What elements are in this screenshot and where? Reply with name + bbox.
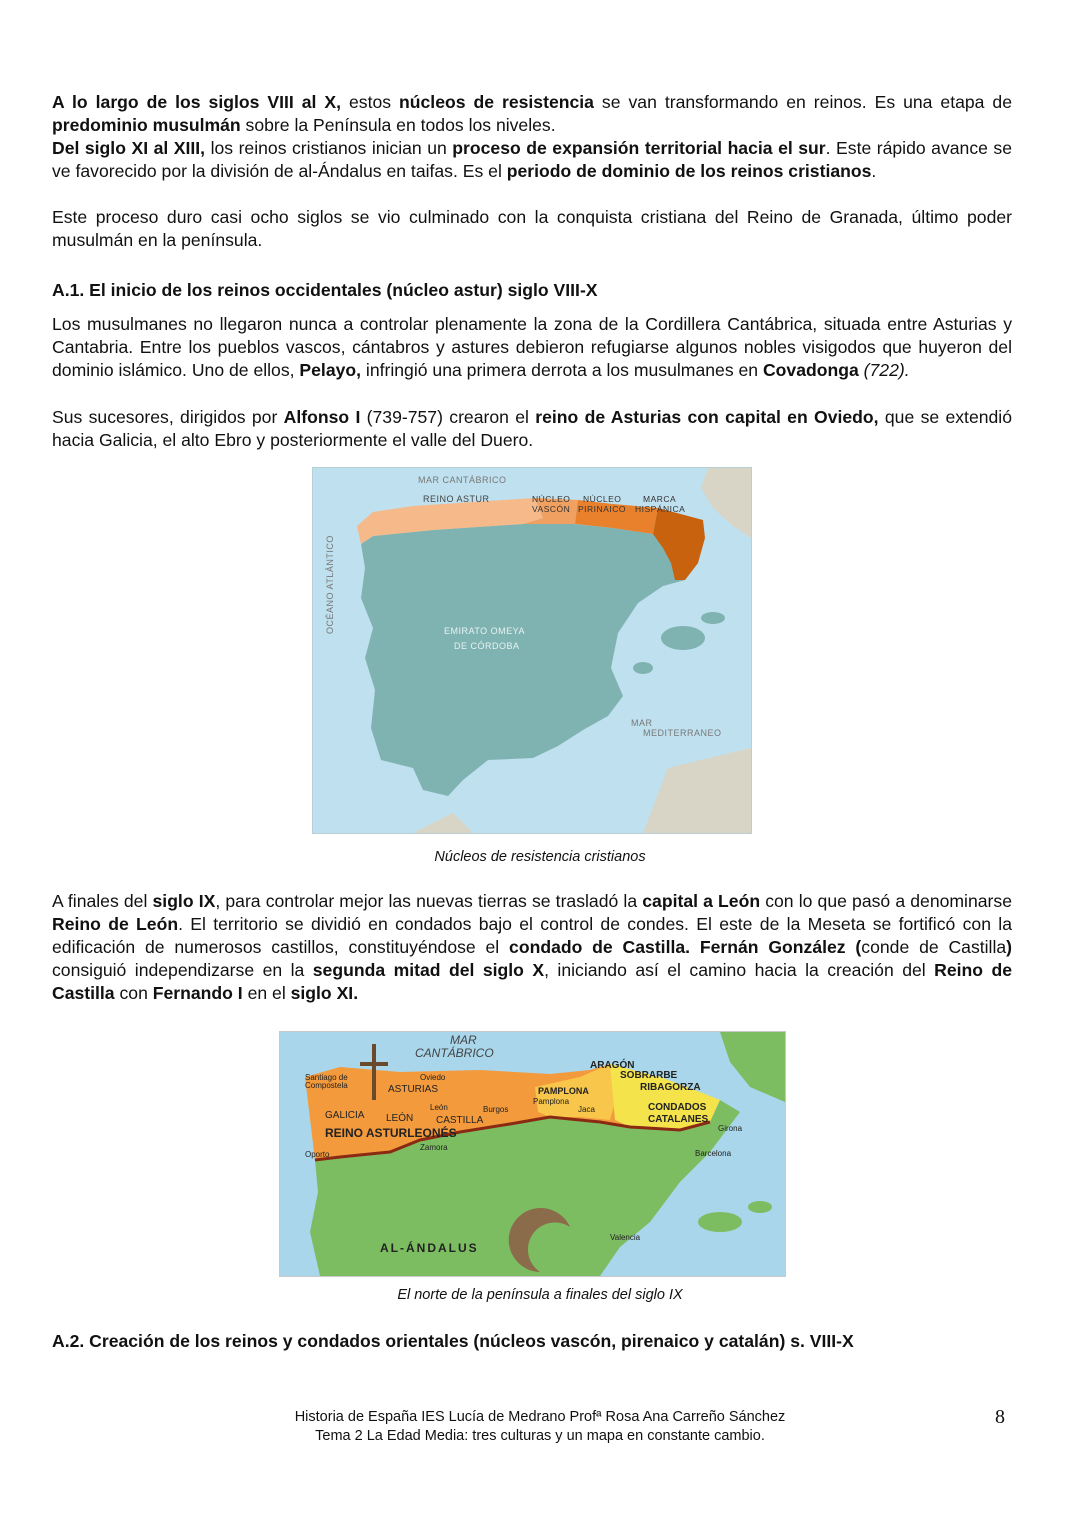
label-mar-med-2: MEDITERRANEO — [643, 728, 722, 738]
text-run: estos — [341, 92, 400, 112]
label-oporto: Oporto — [305, 1150, 330, 1159]
text-run — [690, 937, 700, 957]
text-run: con lo que pasó a denominarse — [760, 891, 1012, 911]
label-castilla: CASTILLA — [436, 1115, 484, 1126]
label-burgos: Burgos — [483, 1105, 509, 1114]
intro-paragraph-2 — [52, 137, 1012, 183]
label-leon: LEÓN — [386, 1113, 414, 1124]
text-run: ) — [1006, 937, 1013, 957]
section-a1-paragraph-2 — [52, 406, 1012, 452]
text-run: (739-757) crearon el — [360, 407, 536, 427]
label-nucleo-vascon-2: VASCÓN — [532, 504, 571, 514]
label-galicia: GALICIA — [325, 1110, 365, 1121]
text-run: . El territorio se dividió en condados bajo el control de condes. El este de la Meseta se fortificó con la edificación de numerosos castillos, constituyéndose el — [52, 914, 1012, 957]
text-run: predominio musulmán — [52, 115, 241, 135]
label-zamora: Zamora — [420, 1143, 448, 1152]
label-leon-city: León — [430, 1103, 448, 1112]
victory-cross-icon — [372, 1044, 376, 1100]
label-pamplona-city: Pamplona — [533, 1097, 570, 1106]
label-nucleo-pirinaico-2: PIRINAICO — [578, 504, 626, 514]
label-asturias: ASTURIAS — [388, 1084, 439, 1095]
text-run: , iniciando así el camino hacia la creación del — [544, 960, 935, 980]
label-condados-1: CONDADOS — [648, 1102, 707, 1113]
text-run: núcleos de resistencia — [399, 92, 594, 112]
intro-paragraph-1 — [52, 91, 1012, 137]
label-mar-med-1: MAR — [631, 718, 653, 728]
label-valencia: Valencia — [610, 1233, 641, 1242]
label-marca-2: HISPÁNICA — [635, 504, 686, 514]
menorca-island — [701, 612, 725, 624]
text-run: proceso de expansión territorial hacia el sur — [452, 138, 826, 158]
text-run: condado de Castilla. — [509, 937, 691, 957]
label-mar-2: CANTÁBRICO — [415, 1046, 494, 1060]
intro-paragraph-3 — [52, 206, 1012, 252]
label-reino-asturleones: REINO ASTURLEONÉS — [325, 1126, 457, 1140]
caption-map-2: El norte de la península a finales del siglo IX — [397, 1287, 683, 1303]
text-run: (722). — [863, 360, 910, 380]
text-run: A lo largo de los siglos VIII al X, — [52, 92, 342, 112]
text-run: Pelayo, — [299, 360, 362, 380]
text-run: . Este rápido avance se ve favorecido por la división de al-Ándalus en taifas. Es el — [52, 138, 1012, 181]
text-run: siglo IX — [152, 891, 216, 911]
caption-map-1: Núcleos de resistencia cristianos — [434, 849, 646, 865]
label-aragon: ARAGÓN — [590, 1060, 635, 1071]
label-sobrarbe: SOBRARBE — [620, 1070, 678, 1081]
label-mar-1: MAR — [450, 1033, 477, 1047]
label-ribagorza: RIBAGORZA — [640, 1082, 701, 1093]
label-mar-cantabrico: MAR CANTÁBRICO — [418, 475, 507, 485]
label-nucleo-vascon-1: NÚCLEO — [532, 494, 571, 504]
text-run: se van transformando en reinos. Es una etapa de — [593, 92, 1013, 112]
text-run: infringió una primera derrota a los musulmanes en — [361, 360, 763, 380]
text-run: consiguió independizarse en la — [52, 960, 313, 980]
text-run: en el — [242, 983, 291, 1003]
mallorca-island — [698, 1212, 742, 1232]
map-north-ix-century-svg — [280, 1032, 785, 1276]
text-run: siglo XI. — [290, 983, 359, 1003]
label-reino-astur: REINO ASTUR — [423, 494, 490, 504]
section-a2-heading: A.2. Creación de los reinos y condados orientales (núcleos vascón, pirenaico y catalán) s. VIII-X — [52, 1331, 854, 1351]
section-a1-heading: A.1. El inicio de los reinos occidentales (núcleo astur) siglo VIII-X — [52, 280, 598, 300]
text-run: periodo de dominio de los reinos cristianos — [506, 161, 872, 181]
text-run: Reino de León — [52, 914, 179, 934]
map-north-ix-century — [279, 1031, 786, 1277]
text-run: A finales del — [52, 891, 153, 911]
text-run: Los musulmanes no llegaron nunca a controlar plenamente la zona de la Cordillera Cantábrica, situada entre Asturias y Cantabria. Entre los pueblos vascos, cántabros y astures debieron refugiarse algunos nobles visigodos que huyeron del dominio islámico. Uno de ellos, — [52, 314, 1012, 380]
page-number: 8 — [995, 1406, 1005, 1428]
text-run: Fernán González ( — [699, 937, 862, 957]
text-run: Alfonso I — [283, 407, 361, 427]
text-run: con — [114, 983, 153, 1003]
text-run: sobre la Península en todos los niveles. — [240, 115, 556, 135]
footer-line-2: Tema 2 La Edad Media: tres culturas y un mapa en constante cambio. — [315, 1428, 765, 1444]
label-santiago-2: Compostela — [305, 1081, 348, 1090]
label-barcelona: Barcelona — [695, 1149, 732, 1158]
footer-line-1: Historia de España IES Lucía de Medrano Profª Rosa Ana Carreño Sánchez — [294, 1409, 786, 1425]
text-run: segunda mitad del siglo X — [312, 960, 545, 980]
label-emirato-2: DE CÓRDOBA — [454, 641, 520, 651]
text-run: Covadonga — [762, 360, 859, 380]
label-oceano-atlantico: OCÉANO ATLÁNTICO — [325, 535, 335, 634]
menorca-island — [748, 1201, 772, 1213]
label-emirato-1: EMIRATO OMEYA — [444, 626, 526, 636]
text-run: , para controlar mejor las nuevas tierras se trasladó la — [215, 891, 643, 911]
text-run: los reinos cristianos inician un — [205, 138, 453, 158]
victory-cross-bar — [360, 1062, 388, 1066]
label-oviedo: Oviedo — [420, 1073, 446, 1082]
label-girona: Girona — [718, 1124, 743, 1133]
section-a1-paragraph-1 — [52, 313, 1012, 382]
text-run: que se extendió hacia Galicia, el alto Ebro y posteriormente el valle del Duero. — [52, 407, 1012, 450]
label-pamplona: PAMPLONA — [538, 1086, 589, 1096]
map-resistance-nuclei-svg — [313, 468, 751, 833]
label-marca-1: MARCA — [643, 494, 677, 504]
text-run: . — [871, 161, 877, 181]
text-run: Del siglo XI al XIII, — [52, 138, 206, 158]
ibiza-island — [633, 662, 653, 674]
label-al-andalus: AL-ÁNDALUS — [380, 1241, 479, 1255]
label-santiago-1: Santiago de — [305, 1073, 348, 1082]
label-nucleo-pirinaico-1: NÚCLEO — [583, 494, 622, 504]
map-resistance-nuclei — [312, 467, 752, 834]
text-run: reino de Asturias con capital en Oviedo, — [535, 407, 879, 427]
section-a1-paragraph-3 — [52, 890, 1012, 1005]
text-run: Este proceso duro casi ocho siglos se vio culminado con la conquista cristiana del Reino de Granada, último poder musulmán en la península. — [52, 207, 1012, 250]
text-run: Sus sucesores, dirigidos por — [52, 407, 284, 427]
text-run: Reino de Castilla — [52, 960, 1013, 1003]
text-run: Fernando I — [152, 983, 243, 1003]
label-jaca: Jaca — [578, 1105, 595, 1114]
text-run: conde de Castilla — [861, 937, 1007, 957]
text-run: capital a León — [642, 891, 761, 911]
mallorca-island — [661, 626, 705, 650]
label-condados-2: CATALANES — [648, 1114, 709, 1125]
